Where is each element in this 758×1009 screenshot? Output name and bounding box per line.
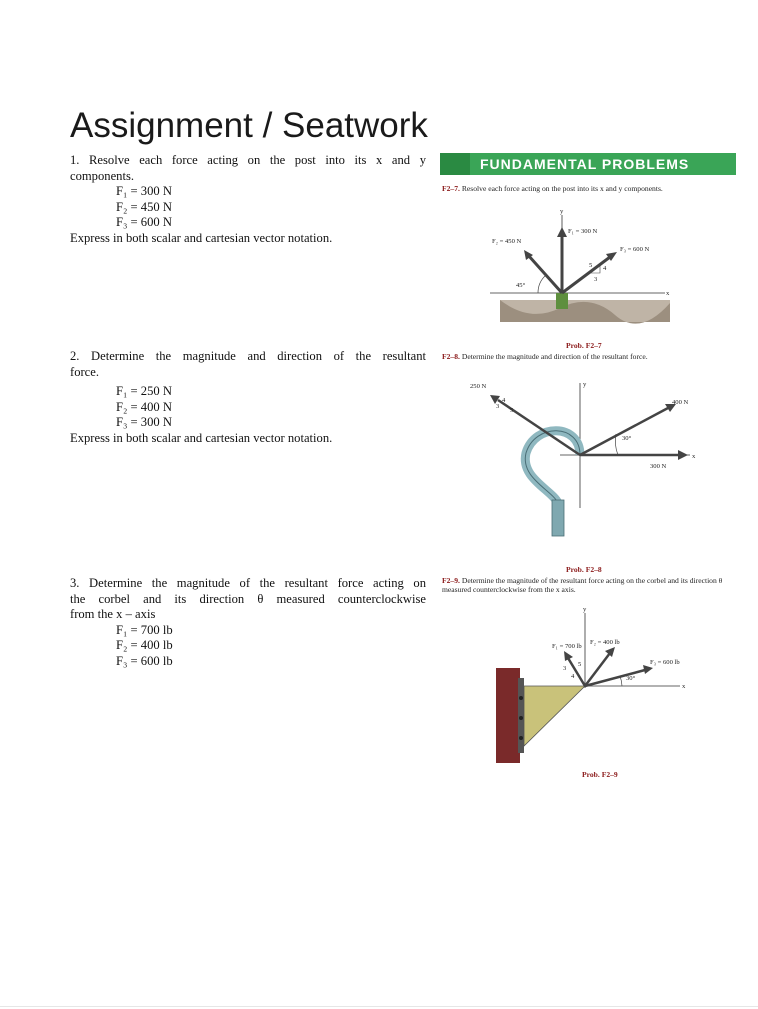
f2-9-bolt	[519, 736, 523, 740]
f2-7-ratio-4: 4	[603, 265, 607, 272]
f2-9-corbel	[524, 686, 585, 746]
f2-9-arrowhead-f2	[605, 647, 615, 657]
f2-9-post	[496, 668, 520, 763]
f2-7-figure	[440, 205, 736, 335]
problem-2-force-3: F₃ = 300 N	[116, 415, 172, 429]
f2-8-caption: Prob. F2–8	[566, 565, 602, 574]
problem-2-line-1: 2. Determine the magnitude and direction of the resultant	[70, 349, 426, 363]
fundamental-problems-banner	[440, 153, 736, 175]
f2-7-x-label: x	[666, 290, 670, 297]
f2-9-ratio-3: 3	[563, 665, 567, 672]
f2-9-ratio-4: 4	[571, 673, 575, 680]
problem-1-line-1: 1. Resolve each force acting on the post into its x and y	[70, 153, 426, 167]
problem-1	[70, 153, 426, 246]
f2-8-label-300: 300 N	[650, 463, 667, 470]
f2-9-statement	[442, 576, 736, 594]
f2-8-figure	[440, 378, 736, 558]
f2-9-angle-label: 30°	[626, 675, 636, 682]
f2-9-f3-label: F₃ = 600 lb	[650, 659, 680, 666]
f2-7-force-f2	[528, 255, 562, 293]
banner-accent	[440, 153, 470, 175]
problem-3-force-2: F₂ = 400 lb	[116, 638, 173, 652]
f2-8-hook	[525, 431, 580, 503]
f2-8-angle-label: 30°	[622, 435, 632, 442]
f2-9-caption: Prob. F2–9	[582, 770, 618, 779]
f2-7-force-f3	[562, 257, 610, 293]
banner-title: FUNDAMENTAL PROBLEMS	[480, 156, 690, 172]
f2-7-number: F2–7.	[442, 184, 460, 193]
f2-7-ratio-5: 5	[589, 262, 593, 269]
f2-9-f1-label: F₁ = 700 lb	[552, 643, 582, 650]
f2-8-force-400	[580, 408, 668, 455]
f2-7-caption: Prob. F2–7	[566, 341, 602, 350]
f2-8-ratio-4: 4	[502, 397, 506, 404]
f2-8-label-400: 400 N	[672, 399, 689, 406]
problem-1-force-3: F₃ = 600 N	[116, 215, 172, 229]
f2-7-statement	[442, 184, 736, 193]
f2-8-arrowhead-300	[678, 450, 688, 460]
problem-2-note: Express in both scalar and cartesian vector notation.	[70, 430, 333, 445]
f2-9-x-label: x	[682, 683, 686, 690]
problem-2-line-2: force.	[70, 364, 100, 379]
problem-2-force-2: F₂ = 400 N	[116, 399, 172, 414]
problem-1-note: Express in both scalar and cartesian vector notation.	[70, 230, 333, 245]
f2-9-arrowhead-f3	[643, 665, 653, 674]
page-divider	[0, 1006, 758, 1007]
problem-1-force-1: F₁ = 300 N	[116, 184, 172, 198]
f2-7-arrowhead-f1	[557, 227, 567, 237]
f2-8-ratio-5: 5	[510, 407, 514, 414]
f2-9-force-f1	[568, 658, 585, 686]
problem-3-line-1: 3. Determine the magnitude of the resultant force acting on	[70, 576, 426, 590]
problem-1-force-2: F₂ = 450 N	[116, 199, 172, 214]
page-title: Assignment / Seatwork	[70, 106, 428, 145]
f2-7-angle-label: 45°	[516, 282, 526, 289]
f2-8-statement	[442, 352, 736, 361]
f2-9-plate	[518, 678, 524, 753]
f2-7-f3-label: F₃ = 600 N	[620, 246, 650, 253]
problem-2	[70, 349, 426, 446]
f2-8-label-250: 250 N	[470, 383, 487, 390]
f2-8-text: Determine the magnitude and direction of the resultant force.	[461, 352, 648, 361]
f2-9-f2-label: F₂ = 400 lb	[590, 639, 620, 646]
f2-9-y-label: y	[583, 606, 587, 613]
problem-3	[70, 576, 426, 669]
f2-9-bolt	[519, 696, 523, 700]
f2-8-threaded-shank	[552, 500, 564, 536]
f2-8-number: F2–8.	[442, 352, 460, 361]
problem-3-line-2: the corbel and its direction θ measured counterclockwise	[70, 591, 426, 606]
problem-3-force-1: F₁ = 700 lb	[116, 622, 173, 637]
f2-9-bolt	[519, 716, 523, 720]
f2-9-text: Determine the magnitude of the resultant force acting on the corbel and its direction θ measured counterclockwise from the x axis.	[442, 576, 723, 594]
problem-2-force-1: F₁ = 250 N	[116, 384, 172, 398]
f2-8-y-label: y	[583, 381, 587, 388]
problem-1-line-2: components.	[70, 168, 135, 183]
f2-7-ratio-3: 3	[594, 276, 598, 283]
f2-7-post	[556, 293, 568, 309]
f2-9-figure	[440, 608, 736, 768]
f2-7-y-label: y	[560, 208, 564, 215]
f2-8-x-label: x	[692, 453, 696, 460]
problem-3-force-3: F₃ = 600 lb	[116, 653, 173, 668]
f2-7-f1-label: F₁ = 300 N	[568, 228, 598, 235]
f2-7-text: Resolve each force acting on the post into its x and y components.	[461, 184, 663, 193]
f2-7-angle-arc	[538, 275, 546, 293]
f2-8-angle-arc	[615, 434, 618, 455]
f2-9-ratio-5: 5	[578, 661, 582, 668]
f2-7-f2-label: F₂ = 450 N	[492, 238, 522, 245]
f2-8-ratio-3: 3	[496, 403, 500, 410]
f2-9-number: F2–9.	[442, 576, 460, 585]
problem-3-line-3: from the x – axis	[70, 607, 156, 621]
